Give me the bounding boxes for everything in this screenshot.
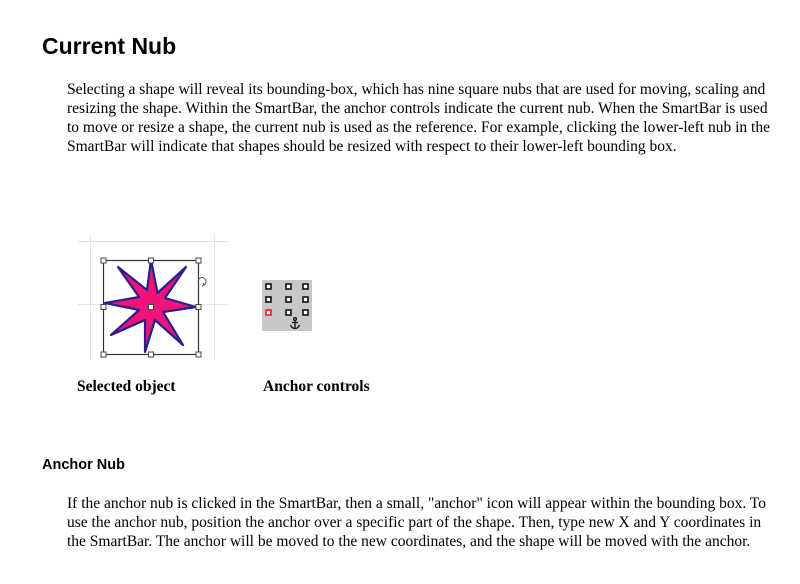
page-title: Current Nub [42, 33, 177, 59]
nub-top-center [149, 258, 154, 263]
rotate-handle-icon [198, 278, 206, 286]
nub-bottom-center [149, 352, 154, 357]
anchor-nub-top-right[interactable] [303, 284, 308, 289]
nub-middle-right [196, 305, 201, 310]
intro-paragraph: Selecting a shape will reveal its bounding-box, which has nine square nubs that are used for moving, scaling and resizing the shape. Within the SmartBar, the anchor controls indicate the current nub. When the SmartBar is used to move or resize a shape, the current nub is used as the reference. For example, clicking the lower-left nub in the SmartBar will indicate that shapes should be resized with respect to their lower-left bounding box. [67, 81, 770, 155]
anchor-nub-bottom-right[interactable] [303, 310, 308, 315]
selected-object-caption: Selected object [77, 378, 176, 395]
nub-middle-left [101, 305, 106, 310]
anchor-nub-top-center[interactable] [286, 284, 291, 289]
anchor-controls-caption: Anchor controls [263, 378, 370, 395]
nub-top-right [196, 258, 201, 263]
anchor-nub-top-left[interactable] [266, 284, 271, 289]
anchor-nub-middle-right[interactable] [303, 297, 308, 302]
anchor-controls-panel [262, 280, 312, 331]
nub-bottom-right [196, 352, 201, 357]
nub-bottom-left [101, 352, 106, 357]
selected-object-figure [78, 235, 228, 360]
anchor-nub-middle-left[interactable] [266, 297, 271, 302]
anchor-nub-bottom-left[interactable] [266, 310, 271, 315]
anchor-nub-bottom-center[interactable] [286, 310, 291, 315]
nub-center [149, 305, 154, 310]
anchor-nub-heading: Anchor Nub [42, 457, 125, 473]
nub-top-left [101, 258, 106, 263]
anchor-nub-center[interactable] [286, 297, 291, 302]
anchor-nub-paragraph: If the anchor nub is clicked in the SmartBar, then a small, "anchor" icon will appear within the bounding box. To use the anchor nub, position the anchor over a specific part of the shape. Then, type new X and Y coordinates in the SmartBar. The anchor will be moved to the new coordinates, and the shape will be moved with the anchor. [67, 495, 766, 550]
